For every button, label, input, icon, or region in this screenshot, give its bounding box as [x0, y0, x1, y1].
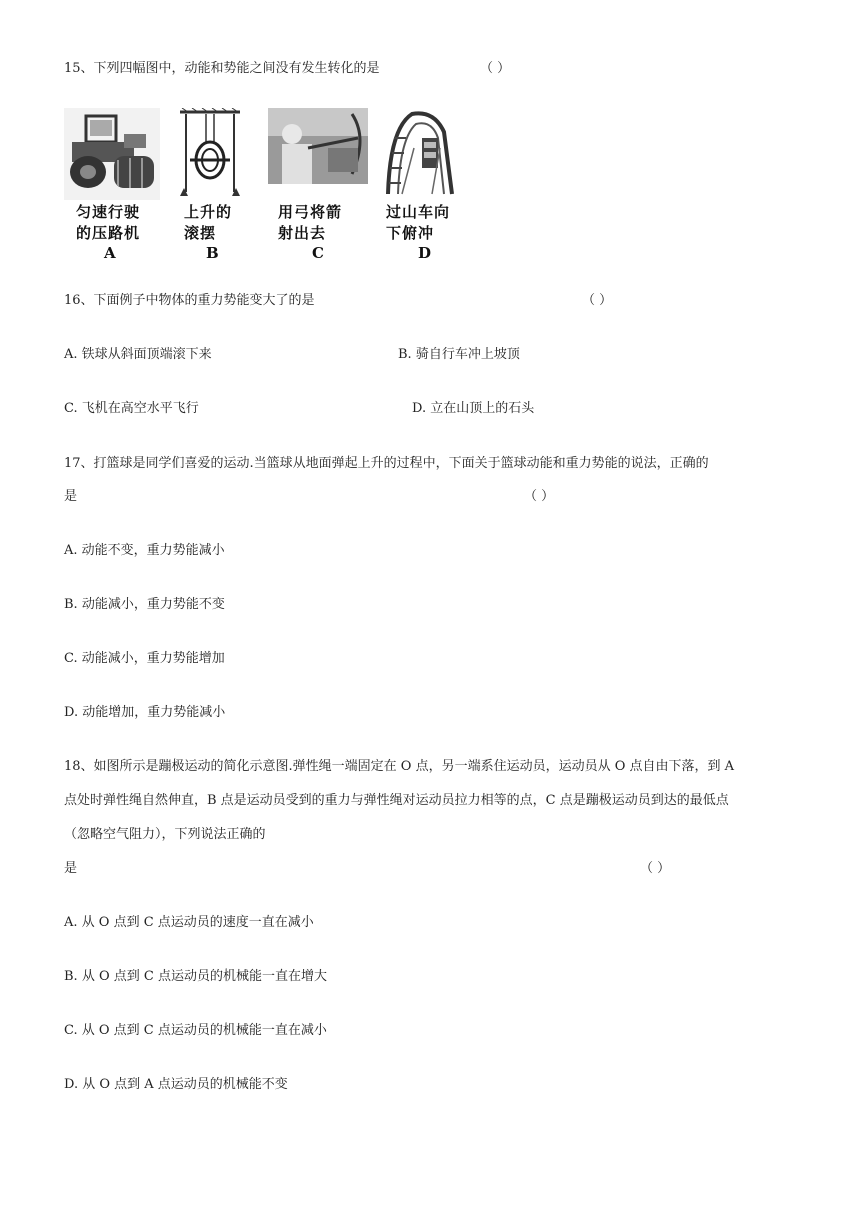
q16-stem: 16、下面例子中物体的重力势能变大了的是	[64, 293, 315, 308]
q18-answer-bracket: （ ）	[640, 861, 671, 876]
q18-stem-line2: 点处时弹性绳自然伸直，B 点是运动员受到的重力与弹性绳对运动员拉力相等的点，C 点是蹦极运动员到达的最低点	[64, 793, 729, 808]
archer-icon	[268, 108, 368, 184]
q17-option-a: A. 动能不变，重力势能减小	[64, 543, 225, 558]
q15-figure	[64, 104, 468, 262]
q15-label-d: D	[418, 244, 432, 262]
q16-option-c: C. 飞机在高空水平飞行	[64, 401, 199, 416]
q16-option-a: A. 铁球从斜面顶端滚下来	[64, 347, 212, 362]
q15-caption-b-line2: 滚摆	[184, 224, 217, 242]
q15-caption-c-line1: 用弓将箭	[278, 203, 343, 221]
q15-caption-d-line1: 过山车向	[386, 203, 451, 221]
q17-answer-bracket: （ ）	[524, 489, 555, 504]
q15-label-c: C	[312, 244, 324, 262]
maxwell-pendulum-icon	[178, 108, 242, 200]
q18-option-b: B. 从 O 点到 C 点运动员的机械能一直在增大	[64, 969, 327, 984]
q18-stem-line1: 18、如图所示是蹦极运动的简化示意图.弹性绳一端固定在 O 点，另一端系住运动员，运动员从 O 点自由下落，到 A	[64, 759, 735, 774]
q15-caption-b-line1: 上升的	[184, 203, 233, 221]
q18-stem-line4: 是	[64, 861, 78, 876]
q16-option-d: D. 立在山顶上的石头	[412, 401, 535, 416]
q15-caption-a-line1: 匀速行驶	[76, 203, 141, 221]
q15-label-b: B	[206, 244, 219, 262]
q15-caption-d-line2: 下俯冲	[386, 224, 435, 242]
q18-stem-line3: （忽略空气阻力），下列说法正确的	[64, 827, 266, 842]
q15-caption-a-line2: 的压路机	[76, 224, 141, 242]
q15-label-a: A	[104, 244, 116, 262]
q17-stem-line2: 是	[64, 489, 78, 504]
q15-stem: 15、下列四幅图中，动能和势能之间没有发生转化的是	[64, 61, 380, 76]
q15-caption-c-line2: 射出去	[278, 224, 327, 242]
road-roller-icon	[64, 108, 160, 200]
q18-option-d: D. 从 O 点到 A 点运动员的机械能不变	[64, 1077, 288, 1092]
roller-coaster-icon	[382, 108, 462, 196]
q17-option-b: B. 动能减小，重力势能不变	[64, 597, 225, 612]
q17-stem-line1: 17、打篮球是同学们喜爱的运动.当篮球从地面弹起上升的过程中，下面关于篮球动能和重力势能的说法，正确的	[64, 456, 709, 471]
q18-option-a: A. 从 O 点到 C 点运动员的速度一直在减小	[64, 915, 314, 930]
q17-option-c: C. 动能减小，重力势能增加	[64, 651, 225, 666]
q16-answer-bracket: （ ）	[582, 293, 613, 308]
q18-option-c: C. 从 O 点到 C 点运动员的机械能一直在减小	[64, 1023, 327, 1038]
q16-option-b: B. 骑自行车冲上坡顶	[398, 347, 520, 362]
q15-answer-bracket: （ ）	[480, 61, 511, 76]
q17-option-d: D. 动能增加，重力势能减小	[64, 705, 226, 720]
